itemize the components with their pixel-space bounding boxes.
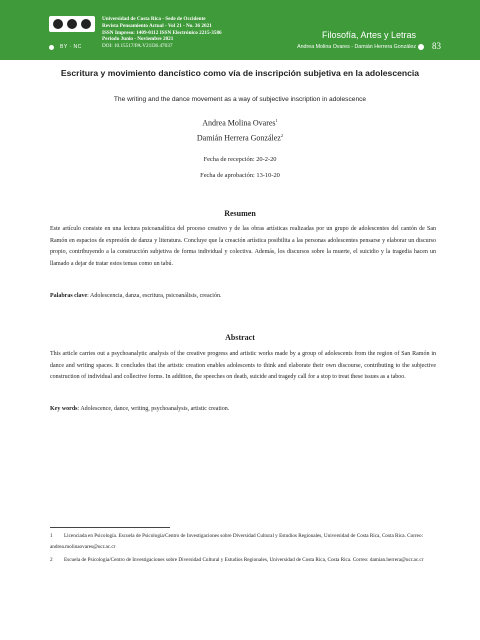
author-name: Andrea Molina Ovares [202,118,276,128]
resumen-keywords [50,293,436,299]
journal-info [102,16,222,50]
author-2 [20,133,460,143]
article-subtitle: The writing and the dance movement as a way of subjective inscription in adolescence [113,96,367,103]
received-date: Fecha de recepción: 20-2-20 [203,156,277,163]
license-sub [49,44,82,50]
creative-commons-license-icon[interactable] [49,16,95,32]
footnote-divider [50,527,170,528]
by-icon [67,19,77,29]
journal-doi[interactable]: DOI: 10.15517/PA.V21I36.47037 [102,43,173,50]
author-1 [20,118,460,128]
keywords-list: : Adolescence, dance, writing, psychoanalysis, artistic creation. [77,406,230,412]
keywords-label: Key words [50,406,78,412]
header-authors: Andrea Molina Ovares - Damián Herrera González [297,44,416,50]
journal-info-line: ISSN Impreso: 1409-0112 ISSN Electrónico 2215-3586 [102,29,222,36]
abstract-heading: Abstract [225,333,255,342]
journal-info-line: Universidad de Costa Rica - Sede de Occidente [102,16,206,22]
footnote-ref[interactable]: 1 [275,118,278,123]
journal-header [0,0,480,60]
footnote-text: Licenciada en Psicología. Escuela de Psicología/Centro de Investigaciones sobre Diversidad Cultural y Estudios Regionales, Universidad de Costa Rica, Costa Rica. Correo: andrea.molinaovares@ucr.ac.cr [50,533,424,550]
journal-info-line: Revista Pensamiento Actual - Vol 21 - No. 36 2021 [102,22,212,29]
journal-section-name: Filosofía, Artes y Letras [321,30,416,40]
footnote-text: Escuela de Psicología/Centro de Investigaciones sobre Diversidad Cultural y Estudios Regionales, Universidad de Costa Rica, Costa Rica. Correo: damian.herrera@ucr.ac.cr [64,557,424,563]
footnote-2 [50,555,436,566]
abstract-keywords [50,406,436,412]
nc-icon [81,19,91,29]
footnote-number: 1 [50,533,53,539]
resumen-heading: Resumen [224,209,256,218]
journal-info-line: Periodo Junio - Noviembre 2021 [102,36,174,43]
license-dot-icon [49,45,54,50]
page-number: 83 [432,41,441,51]
cc-icon [53,19,63,29]
resumen-text: Este artículo consiste en una lectura psicoanalítica del proceso creativo y de las obras artísticas realizadas por un grupo de adolescentes del cantón de San Ramón en espacios de expresión de danza y literatura. Concluye que la creación artística posibilita a las personas adolescentes pensarse y elaborar un discurso propio, contribuyendo a la construcción subjetiva de forma individual y colectiva. Además, los discursos sobre la muerte, el suicidio y la tragedia hacen un llamado a dejar de tratar estos temas como un tabú. [50,226,436,267]
abstract-text: This article carries out a psychoanalytic analysis of the creative progress and artistic works made by a group of adolescents from the region of San Ramón in dance and writing spaces. It concludes that the artistic creation enables adolescents to think and elaborate their own discourse, contributing to the subjective construction of individual and collective forms. In addition, the speeches on death, suicide and tragedy call for a stop to treat these issues as a taboo. [50,351,436,380]
keywords-label: Palabras clave [50,293,88,299]
footnote-number: 2 [50,557,53,563]
keywords-list: : Adolescencia, danza, escritura, psicoanálisis, creación. [87,293,222,299]
article-title: Escritura y movimiento dancístico como vía de inscripción subjetiva en la adolescencia [60,68,420,78]
author-name: Damián Herrera González [196,133,281,143]
license-sub-text: BY · NC [60,44,82,50]
footnote-ref[interactable]: 2 [280,133,284,138]
page-dot-icon [418,44,424,50]
approved-date: Fecha de aprobación: 13-10-20 [200,172,280,179]
footnote-1 [50,531,436,552]
